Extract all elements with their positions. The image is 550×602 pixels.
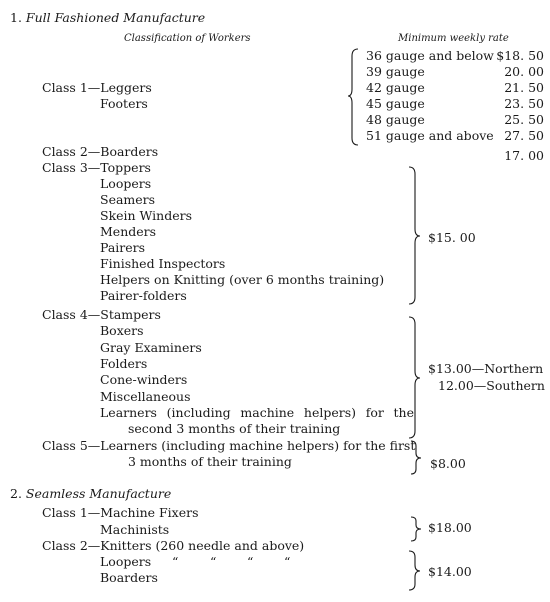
section2-title: Seamless Manufacture [25,486,172,501]
class3-brace [408,166,422,306]
class1-gauge-brace [350,48,360,146]
gauge-rate: 23. 50 [504,96,544,111]
class1-label: Class 1—Leggers [42,80,152,95]
class5-brace [410,440,424,476]
gauge-label: 51 gauge and above [366,128,494,143]
class3-item: Pairer-folders [100,288,187,303]
class3-label: Class 3—Toppers [42,160,151,175]
class5-line2: 3 months of their training [128,454,292,469]
class4-item: Boxers [100,323,144,338]
gauge-rate: 27. 50 [504,128,544,143]
class3-item: Skein Winders [100,208,193,223]
class3-item: Seamers [100,192,156,207]
class4-brace [408,316,422,440]
gauge-rate: 25. 50 [504,112,544,127]
class4-item: Gray Examiners [100,340,202,355]
section1-title: Full Fashioned Manufacture [25,10,206,25]
gauge-label: 45 gauge [366,96,425,111]
column-header-minimum-weekly-rate: Minimum weekly rate [398,33,509,44]
seamless-class2-label: Class 2—Knitters (260 needle and above) [42,538,305,553]
class4-item: Folders [100,356,148,371]
class3-item: Loopers [100,176,152,191]
seamless-class2-item: Boarders [100,570,158,585]
class3-item: Helpers on Knitting (over 6 months training) [100,272,385,287]
class4-rate-southern: 12.00—Southern [438,378,545,393]
seamless-class1-brace [410,516,424,542]
gauge-label: 48 gauge [366,112,425,127]
seamless-class2-loopers: Loopers [100,554,152,569]
class4-rate-northern: $13.00—Northern [428,361,544,376]
seamless-class1-item: Machinists [100,522,170,537]
seamless-class2-brace [408,550,422,592]
gauge-label: 42 gauge [366,80,425,95]
ditto-mark: “ [172,554,179,569]
class3-item: Finished Inspectors [100,256,226,271]
seamless-class1-label: Class 1—Machine Fixers [42,505,199,520]
seamless-class1-rate: $18.00 [428,520,472,535]
gauge-rate: 21. 50 [504,80,544,95]
class4-item: Miscellaneous [100,389,191,404]
class4-learners-line2: second 3 months of their training [128,421,341,436]
class3-item: Pairers [100,240,146,255]
class4-label: Class 4—Stampers [42,307,161,322]
section1-heading: 1. Full Fashioned Manufacture [10,10,206,25]
column-header-classification: Classification of Workers [124,33,251,44]
gauge-rate: 20. 00 [504,64,544,79]
class2-rate: 17. 00 [504,148,544,163]
class2-label: Class 2—Boarders [42,144,159,159]
gauge-label: 36 gauge and below [366,48,494,63]
class4-item: Cone-winders [100,372,188,387]
seamless-class2-rate: $14.00 [428,564,472,579]
class5-rate: $8.00 [430,456,466,471]
ditto-mark: “ [210,554,217,569]
class4-learners-line1: Learners (including machine helpers) for the [100,405,414,420]
ditto-mark: “ [284,554,291,569]
gauge-rate: $18. 50 [496,48,544,63]
gauge-label: 39 gauge [366,64,425,79]
class5-line1: Class 5—Learners (including machine helpers) for the first [42,438,416,453]
class3-item: Menders [100,224,157,239]
section2-heading: 2. Seamless Manufacture [10,486,172,501]
class3-rate: $15. 00 [428,230,476,245]
ditto-mark: “ [247,554,254,569]
class1-item: Footers [100,96,148,111]
